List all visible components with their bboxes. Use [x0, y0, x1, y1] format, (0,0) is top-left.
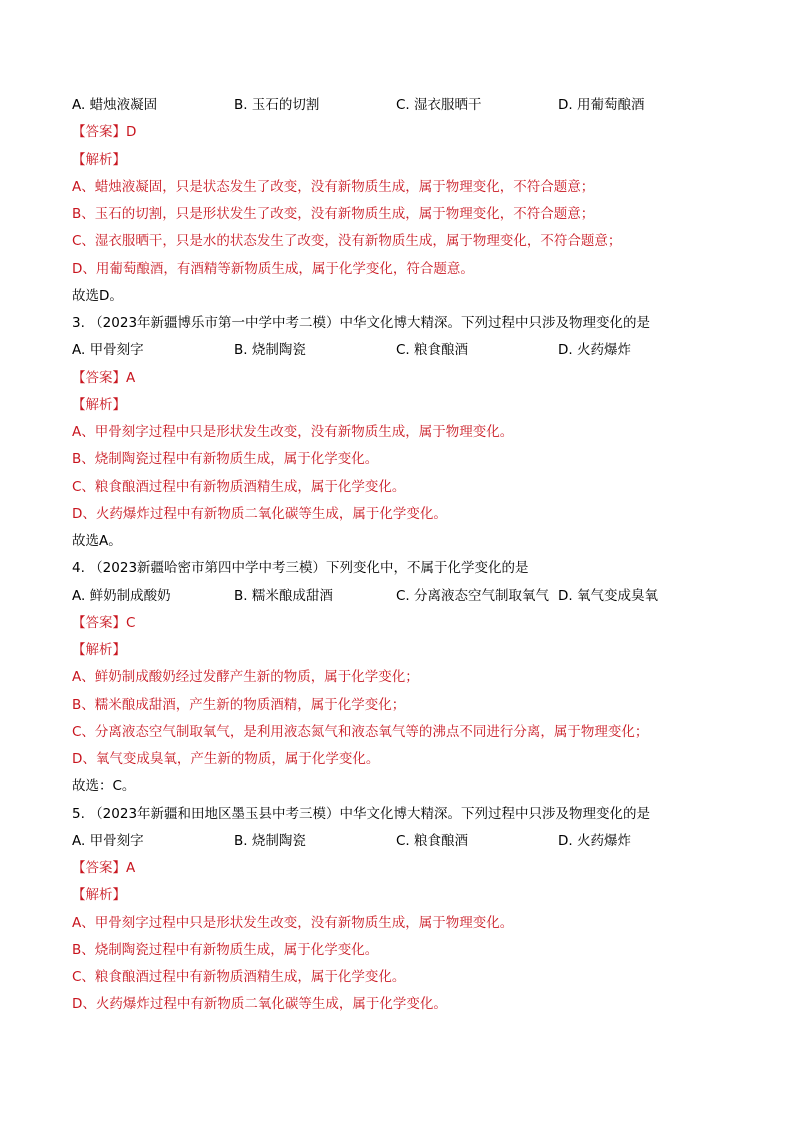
option-d: D. 火药爆炸 [558, 342, 631, 358]
conclusion: 故选A。 [72, 533, 122, 549]
answer-line [72, 369, 135, 387]
analysis-tag: 【解析】 [72, 642, 126, 658]
option-c: C. 分离液态空气制取氧气 [396, 588, 550, 604]
conclusion: 故选D。 [72, 288, 123, 304]
option-a: A. 蜡烛液凝固 [72, 97, 158, 113]
option-b: B. 烧制陶瓷 [234, 833, 306, 849]
analysis-line: A、甲骨刻字过程中只是形状发生改变，没有新物质生成，属于物理变化。 [72, 424, 514, 440]
answer-line [72, 123, 136, 141]
answer-value: A [126, 860, 136, 876]
option-b: B. 玉石的切割 [234, 97, 320, 113]
analysis-line: D、火药爆炸过程中有新物质二氧化碳等生成，属于化学变化。 [72, 996, 447, 1012]
question-text: 3. （2023年新疆博乐市第一中学中考二模）中华文化博大精深。下列过程中只涉及物理变化的是 [72, 315, 651, 331]
analysis-line: B、玉石的切割，只是形状发生了改变，没有新物质生成，属于物理变化，不符合题意； [72, 206, 595, 222]
answer-value: A [126, 370, 136, 386]
answer-value: C [126, 615, 136, 631]
options-row [72, 341, 732, 359]
analysis-tag: 【解析】 [72, 152, 126, 168]
option-c: C. 湿衣服晒干 [396, 97, 482, 113]
answer-line [72, 859, 135, 877]
options-row [72, 96, 732, 114]
analysis-line: B、烧制陶瓷过程中有新物质生成，属于化学变化。 [72, 942, 379, 958]
answer-value: D [126, 124, 137, 140]
option-a: A. 甲骨刻字 [72, 833, 144, 849]
analysis-line: B、糯米酿成甜酒，产生新的物质酒精，属于化学变化； [72, 697, 406, 713]
analysis-line: C、粮食酿酒过程中有新物质酒精生成，属于化学变化。 [72, 479, 406, 495]
answer-line [72, 614, 135, 632]
analysis-tag: 【解析】 [72, 397, 126, 413]
analysis-line: D、氧气变成臭氧，产生新的物质，属于化学变化。 [72, 751, 380, 767]
analysis-line: D、火药爆炸过程中有新物质二氧化碳等生成，属于化学变化。 [72, 506, 447, 522]
question-text: 4. （2023新疆哈密市第四中学中考三模）下列变化中，不属于化学变化的是 [72, 560, 529, 576]
option-d: D. 用葡萄酿酒 [558, 97, 645, 113]
option-b: B. 烧制陶瓷 [234, 342, 306, 358]
option-c: C. 粮食酿酒 [396, 833, 469, 849]
analysis-line: C、湿衣服晒干，只是水的状态发生了改变，没有新物质生成，属于物理变化，不符合题意； [72, 233, 622, 249]
option-d: D. 火药爆炸 [558, 833, 631, 849]
option-d: D. 氧气变成臭氧 [558, 588, 658, 604]
analysis-line: A、甲骨刻字过程中只是形状发生改变，没有新物质生成，属于物理变化。 [72, 915, 514, 931]
option-a: A. 甲骨刻字 [72, 342, 144, 358]
options-row [72, 832, 732, 850]
option-b: B. 糯米酿成甜酒 [234, 588, 333, 604]
answer-tag: 【答案】 [72, 124, 126, 140]
option-c: C. 粮食酿酒 [396, 342, 469, 358]
conclusion: 故选：C。 [72, 778, 136, 794]
analysis-line: C、分离液态空气制取氧气，是利用液态氮气和液态氧气等的沸点不同进行分离，属于物理变化； [72, 724, 649, 740]
analysis-line: B、烧制陶瓷过程中有新物质生成，属于化学变化。 [72, 451, 379, 467]
analysis-line: D、用葡萄酿酒，有酒精等新物质生成，属于化学变化，符合题意。 [72, 261, 474, 277]
answer-tag: 【答案】 [72, 615, 126, 631]
analysis-line: A、鲜奶制成酸奶经过发酵产生新的物质，属于化学变化； [72, 669, 419, 685]
options-row [72, 587, 732, 605]
analysis-line: C、粮食酿酒过程中有新物质酒精生成，属于化学变化。 [72, 969, 406, 985]
analysis-tag: 【解析】 [72, 887, 126, 903]
answer-tag: 【答案】 [72, 370, 126, 386]
analysis-line: A、蜡烛液凝固，只是状态发生了改变，没有新物质生成，属于物理变化，不符合题意； [72, 179, 595, 195]
answer-tag: 【答案】 [72, 860, 126, 876]
option-a: A. 鲜奶制成酸奶 [72, 588, 171, 604]
question-text: 5. （2023年新疆和田地区墨玉县中考三模）中华文化博大精深。下列过程中只涉及物理变化的是 [72, 806, 651, 822]
